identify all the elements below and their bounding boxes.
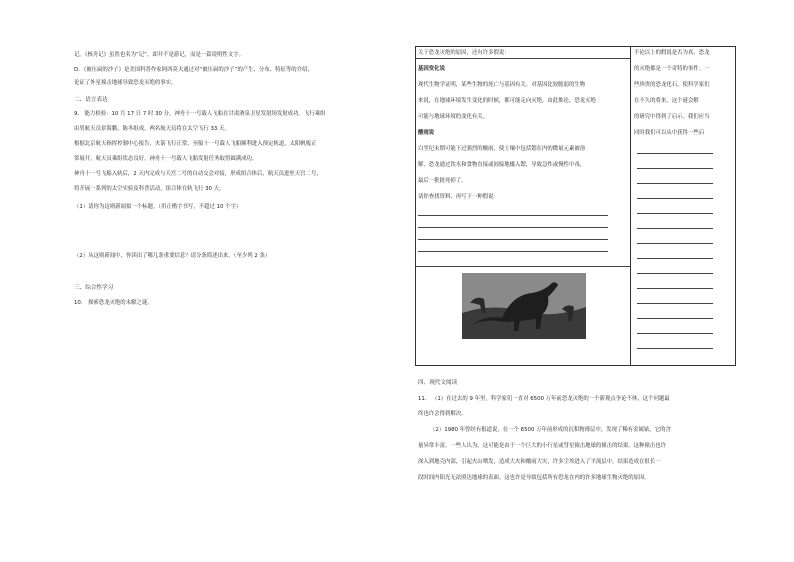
box-text-line: 现代生物学证明，某些生物的死亡与基因有关。对基因比较脆弱的生物 bbox=[418, 82, 586, 88]
text-line: 由男航天员景海鹏、陈冬组成，两名航天员将在太空飞行 33 天。 bbox=[74, 126, 230, 132]
answer-line[interactable] bbox=[637, 153, 713, 154]
answer-line[interactable] bbox=[637, 213, 713, 214]
answer-line[interactable] bbox=[637, 183, 713, 184]
answer-line[interactable] bbox=[418, 251, 608, 252]
hypothesis-title: 基因变化说 bbox=[418, 66, 445, 72]
text-line: 根据北京航天指挥控制中心报告，火箭飞行正常，至船十一号载人飞船顺利进入预定轨道，太阳帆板正 bbox=[74, 141, 317, 147]
answer-line[interactable] bbox=[637, 228, 713, 229]
divider bbox=[415, 266, 631, 267]
text-line: 9． 能力检验：10 月 17 日 7 时 30 分，神舟十一号载人飞船在甘肃酒泉卫星发射场发射成功。飞行乘组 bbox=[74, 111, 326, 117]
answer-line[interactable] bbox=[637, 348, 713, 349]
answer-line[interactable] bbox=[637, 168, 713, 169]
answer-line[interactable] bbox=[637, 198, 713, 199]
answer-line[interactable] bbox=[637, 243, 713, 244]
box-text-line: 最后一批批死掉了。 bbox=[418, 178, 467, 184]
dinosaur-illustration bbox=[462, 273, 586, 339]
answer-line[interactable] bbox=[418, 239, 608, 240]
reading-line: 终也许会得到解决。 bbox=[418, 411, 467, 417]
box-text-line: 白垩纪末期可能下过强烈的酸雨，使土壤中包括锶在内的微量元素被溶 bbox=[418, 146, 586, 152]
answer-line[interactable] bbox=[637, 303, 713, 304]
box-prompt: 请你查找资料，再写下一种假说： bbox=[418, 194, 499, 200]
box-intro: 关于恐龙灭绝的原因，还有许多假说： bbox=[418, 50, 510, 56]
divider bbox=[415, 58, 631, 59]
text-line: D．《被压扁的沙子》是美国科普作家阿西莫夫通过对“被压扁的沙子”的产生、分布、特征等的介绍， bbox=[74, 67, 313, 73]
side-text-line: 的灭绝都是一个奇特的事件。一 bbox=[634, 66, 710, 72]
box-text-line: 解，恐龙通过饮水和食物直接或间接地摄入锶，导致急性或慢性中毒， bbox=[418, 162, 586, 168]
reading-line: 段时间内阳光无法照达地球的表面。这也许是导致包括所有恐龙在内的许多地球生物灭绝的原因。 bbox=[418, 475, 650, 481]
answer-line[interactable] bbox=[418, 215, 608, 216]
box-text-line: 可能与地球环境的变化有关。 bbox=[418, 114, 489, 120]
side-text-line: 同时我们可以从中获得一些启 bbox=[634, 130, 705, 136]
answer-line[interactable] bbox=[637, 273, 713, 274]
question-line: （2）从这则新闻中，你读出了哪几条重要信息？请分条简述出来。（至少列 2 条） bbox=[74, 253, 271, 259]
side-text-line: 些珍贵的恐龙化石，使科学家们 bbox=[634, 82, 710, 88]
question-line: （1）请你为这则新闻拟一个标题。（用正楷字书写，不超过 10 个字） bbox=[74, 204, 242, 210]
text-line: 记。《核舟记》虽然也名为“记”，却并不是游记，而是一篇说明性文字。 bbox=[74, 52, 244, 58]
side-text-line: 不论以上的假说是否为真，恐龙 bbox=[634, 50, 710, 56]
text-line: 常展开，航天员乘组状态良好。神舟十一号载人飞船发射任务取得圆满成功。 bbox=[74, 156, 258, 162]
dinosaur-image bbox=[462, 273, 586, 339]
answer-line[interactable] bbox=[637, 288, 713, 289]
answer-line[interactable] bbox=[418, 227, 608, 228]
section-heading: 二、语言表达 bbox=[74, 97, 108, 103]
section-heading: 三、综合性学习 bbox=[74, 285, 114, 291]
text-line: 将开展一系列的太空实验及科普活动，组合体在轨飞行 30 天。 bbox=[74, 186, 225, 192]
text-line: 神舟十一号飞船入轨后，2 天内完成与天宫二号的自动交会对接，形成组合体后，航天员进驻天宫二号， bbox=[74, 171, 322, 177]
answer-line[interactable] bbox=[637, 258, 713, 259]
answer-line[interactable] bbox=[637, 333, 713, 334]
reading-line: （2）1980 年曾经有报道说，在一个 6500 万年前形成的沉积物薄层中，发现了稀有金属铱，它的含 bbox=[430, 427, 671, 433]
reading-line: 深入到地壳内部，引起火山喷发，造成大火和酸雨大灾，许多尘埃进入了平流层中，结果造成在很长一 bbox=[418, 459, 661, 465]
reading-line: 11． （1）在过去的 9 年里，科学家们一直对 6500 万年前恐龙灭绝的一个新观点争论不休，这个问题最 bbox=[418, 396, 670, 402]
section-heading: 四、现代文阅读 bbox=[418, 380, 458, 386]
text-line: 论证了外星撞击地球导致恐龙灭绝的事实。 bbox=[74, 80, 177, 86]
box-text-line: 来说，在地球环境发生变化的时候，都可能走向灭绝。由此推论，恐龙灭绝 bbox=[418, 98, 596, 104]
answer-line[interactable] bbox=[637, 318, 713, 319]
side-text-line: 在不久的将来，这个谜会解 bbox=[634, 98, 699, 104]
question-line: 10． 探索恐龙灭绝的未解之谜。 bbox=[74, 300, 153, 306]
side-text-line: 的研究中得到了启示。我们应当 bbox=[634, 114, 710, 120]
hypothesis-title: 酸雨说 bbox=[418, 130, 435, 136]
reading-line: 量异常丰富。一些人认为，这可能是由于一个巨大的小行星或彗星撞击地球的撞击的结果。这种撞击也许 bbox=[418, 443, 666, 449]
